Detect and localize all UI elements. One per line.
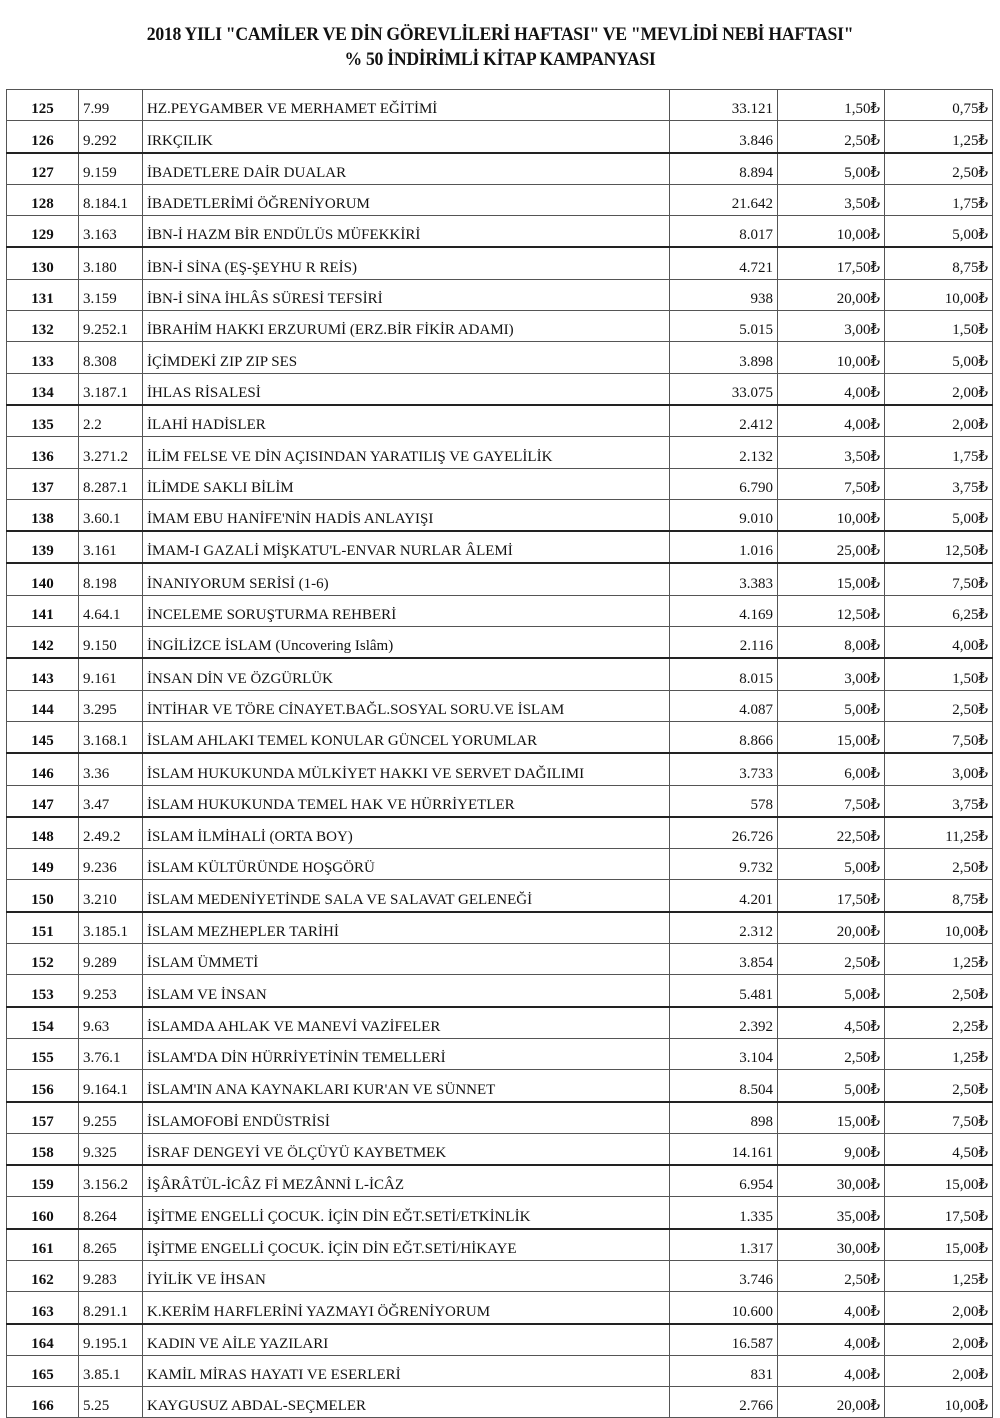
discounted-price: 4,00₺ [885, 627, 993, 659]
list-price: 25,00₺ [778, 531, 885, 563]
list-price: 3,00₺ [778, 658, 885, 690]
row-number: 159 [7, 1165, 79, 1197]
list-price: 10,00₺ [778, 499, 885, 531]
book-title: KAMİL MİRAS HAYATI VE ESERLERİ [143, 1355, 670, 1386]
title-line-1: 2018 YILI "CAMİLER VE DİN GÖREVLİLERİ HAFTASI" VE "MEVLİDİ NEBİ HAFTASI" [146, 24, 854, 45]
stock-count: 6.790 [670, 468, 778, 499]
row-number: 133 [7, 342, 79, 373]
table-row [7, 1007, 993, 1039]
stock-count: 578 [670, 785, 778, 817]
row-number: 151 [7, 912, 79, 944]
stock-count: 3.854 [670, 944, 778, 975]
list-price: 10,00₺ [778, 342, 885, 373]
table-row [7, 849, 993, 880]
book-code: 8.308 [79, 342, 143, 373]
stock-count: 1.016 [670, 531, 778, 563]
discounted-price: 2,00₺ [885, 373, 993, 405]
discounted-price: 2,50₺ [885, 690, 993, 721]
row-number: 148 [7, 817, 79, 849]
row-number: 132 [7, 311, 79, 342]
discounted-price: 15,00₺ [885, 1165, 993, 1197]
book-code: 9.195.1 [79, 1324, 143, 1356]
table-row [7, 499, 993, 531]
book-code: 9.289 [79, 944, 143, 975]
list-price: 8,00₺ [778, 627, 885, 659]
row-number: 136 [7, 437, 79, 468]
book-title: İSLAM KÜLTÜRÜNDE HOŞGÖRÜ [143, 849, 670, 880]
table-row [7, 373, 993, 405]
stock-count: 3.898 [670, 342, 778, 373]
table-row [7, 563, 993, 595]
book-title: İMAM-I GAZALİ MİŞKATU'L-ENVAR NURLAR ÂLEMİ [143, 531, 670, 563]
table-row [7, 627, 993, 659]
stock-count: 3.733 [670, 753, 778, 785]
book-code: 3.47 [79, 785, 143, 817]
row-number: 146 [7, 753, 79, 785]
list-price: 5,00₺ [778, 153, 885, 185]
stock-count: 1.317 [670, 1229, 778, 1261]
book-title: HZ.PEYGAMBER VE MERHAMET EĞİTİMİ [143, 90, 670, 121]
stock-count: 938 [670, 279, 778, 310]
book-code: 5.25 [79, 1387, 143, 1418]
book-code: 3.161 [79, 531, 143, 563]
discounted-price: 15,00₺ [885, 1229, 993, 1261]
table-row [7, 721, 993, 753]
stock-count: 2.392 [670, 1007, 778, 1039]
book-code: 2.49.2 [79, 817, 143, 849]
table-row [7, 1070, 993, 1102]
discounted-price: 2,50₺ [885, 849, 993, 880]
stock-count: 3.746 [670, 1260, 778, 1291]
list-price: 15,00₺ [778, 721, 885, 753]
book-code: 9.161 [79, 658, 143, 690]
stock-count: 4.721 [670, 247, 778, 279]
discounted-price: 6,25₺ [885, 595, 993, 626]
table-row [7, 1260, 993, 1291]
table-row [7, 1355, 993, 1386]
discounted-price: 1,75₺ [885, 184, 993, 215]
list-price: 30,00₺ [778, 1229, 885, 1261]
row-number: 130 [7, 247, 79, 279]
book-code: 3.295 [79, 690, 143, 721]
book-code: 9.283 [79, 1260, 143, 1291]
book-title: İSLAM AHLAKI TEMEL KONULAR GÜNCEL YORUMLAR [143, 721, 670, 753]
row-number: 134 [7, 373, 79, 405]
discounted-price: 1,25₺ [885, 944, 993, 975]
table-row [7, 1133, 993, 1165]
table-row [7, 690, 993, 721]
discounted-price: 2,00₺ [885, 405, 993, 437]
stock-count: 3.846 [670, 121, 778, 153]
list-price: 9,00₺ [778, 1133, 885, 1165]
discounted-price: 2,50₺ [885, 975, 993, 1007]
stock-count: 8.894 [670, 153, 778, 185]
discounted-price: 2,00₺ [885, 1324, 993, 1356]
table-row [7, 785, 993, 817]
book-code: 8.265 [79, 1229, 143, 1261]
book-title: İLAHİ HADİSLER [143, 405, 670, 437]
discounted-price: 7,50₺ [885, 563, 993, 595]
book-title: İSLAM HUKUKUNDA MÜLKİYET HAKKI VE SERVET DAĞILIMI [143, 753, 670, 785]
stock-count: 21.642 [670, 184, 778, 215]
book-code: 8.198 [79, 563, 143, 595]
book-title: İBADETLERE DAİR DUALAR [143, 153, 670, 185]
book-title: İSLAM MEDENİYETİNDE SALA VE SALAVAT GELENEĞİ [143, 880, 670, 912]
discounted-price: 5,00₺ [885, 216, 993, 248]
book-code: 9.164.1 [79, 1070, 143, 1102]
list-price: 4,50₺ [778, 1007, 885, 1039]
book-list-table [6, 89, 993, 1418]
row-number: 161 [7, 1229, 79, 1261]
row-number: 131 [7, 279, 79, 310]
book-title: İSLAM'DA DİN HÜRRİYETİNİN TEMELLERİ [143, 1038, 670, 1069]
discounted-price: 8,75₺ [885, 247, 993, 279]
list-price: 3,50₺ [778, 184, 885, 215]
row-number: 126 [7, 121, 79, 153]
list-price: 15,00₺ [778, 1102, 885, 1134]
list-price: 5,00₺ [778, 690, 885, 721]
stock-count: 2.412 [670, 405, 778, 437]
list-price: 1,50₺ [778, 90, 885, 121]
list-price: 20,00₺ [778, 1387, 885, 1418]
stock-count: 4.201 [670, 880, 778, 912]
row-number: 153 [7, 975, 79, 1007]
book-code: 2.2 [79, 405, 143, 437]
list-price: 7,50₺ [778, 785, 885, 817]
book-code: 9.325 [79, 1133, 143, 1165]
stock-count: 2.116 [670, 627, 778, 659]
list-price: 12,50₺ [778, 595, 885, 626]
book-code: 4.64.1 [79, 595, 143, 626]
stock-count: 6.954 [670, 1165, 778, 1197]
row-number: 149 [7, 849, 79, 880]
book-title: İSLAMDA AHLAK VE MANEVİ VAZİFELER [143, 1007, 670, 1039]
book-title: İBN-İ HAZM BİR ENDÜLÜS MÜFEKKİRİ [143, 216, 670, 248]
table-row [7, 753, 993, 785]
book-title: İSLAM MEZHEPLER TARİHİ [143, 912, 670, 944]
table-row [7, 1324, 993, 1356]
row-number: 137 [7, 468, 79, 499]
book-title: İNCELEME SORUŞTURMA REHBERİ [143, 595, 670, 626]
stock-count: 5.015 [670, 311, 778, 342]
list-price: 4,00₺ [778, 1355, 885, 1386]
book-title: İŞÂRÂTÜL-İCÂZ Fİ MEZÂNNİ L-İCÂZ [143, 1165, 670, 1197]
discounted-price: 7,50₺ [885, 721, 993, 753]
title-line-2: % 50 İNDİRİMLİ KİTAP KAMPANYASI [344, 49, 656, 70]
row-number: 154 [7, 1007, 79, 1039]
stock-count: 2.766 [670, 1387, 778, 1418]
discounted-price: 1,50₺ [885, 658, 993, 690]
list-price: 17,50₺ [778, 247, 885, 279]
book-code: 8.287.1 [79, 468, 143, 499]
book-code: 3.271.2 [79, 437, 143, 468]
table-row [7, 944, 993, 975]
table-row [7, 342, 993, 373]
book-title: İLİMDE SAKLI BİLİM [143, 468, 670, 499]
discounted-price: 10,00₺ [885, 1387, 993, 1418]
row-number: 139 [7, 531, 79, 563]
discounted-price: 5,00₺ [885, 342, 993, 373]
list-price: 5,00₺ [778, 1070, 885, 1102]
table-row [7, 1387, 993, 1418]
stock-count: 33.121 [670, 90, 778, 121]
book-code: 3.168.1 [79, 721, 143, 753]
row-number: 157 [7, 1102, 79, 1134]
discounted-price: 2,25₺ [885, 1007, 993, 1039]
book-title: İSLAM VE İNSAN [143, 975, 670, 1007]
book-code: 3.185.1 [79, 912, 143, 944]
book-code: 9.159 [79, 153, 143, 185]
stock-count: 4.087 [670, 690, 778, 721]
list-price: 22,50₺ [778, 817, 885, 849]
book-code: 3.180 [79, 247, 143, 279]
table-row [7, 1197, 993, 1229]
table-row [7, 1292, 993, 1324]
discounted-price: 2,50₺ [885, 153, 993, 185]
discounted-price: 17,50₺ [885, 1197, 993, 1229]
table-row [7, 1102, 993, 1134]
book-code: 9.255 [79, 1102, 143, 1134]
book-title: İLİM FELSE VE DİN AÇISINDAN YARATILIŞ VE GAYELİLİK [143, 437, 670, 468]
stock-count: 33.075 [670, 373, 778, 405]
book-title: İBADETLERİMİ ÖĞRENİYORUM [143, 184, 670, 215]
stock-count: 8.017 [670, 216, 778, 248]
discounted-price: 2,00₺ [885, 1355, 993, 1386]
list-price: 4,00₺ [778, 373, 885, 405]
book-code: 9.292 [79, 121, 143, 153]
book-code: 3.210 [79, 880, 143, 912]
book-code: 8.291.1 [79, 1292, 143, 1324]
row-number: 150 [7, 880, 79, 912]
table-row [7, 247, 993, 279]
row-number: 142 [7, 627, 79, 659]
book-title: İSLAM ÜMMETİ [143, 944, 670, 975]
discounted-price: 1,25₺ [885, 1038, 993, 1069]
discounted-price: 2,00₺ [885, 1292, 993, 1324]
list-price: 20,00₺ [778, 279, 885, 310]
stock-count: 10.600 [670, 1292, 778, 1324]
book-title: KAYGUSUZ ABDAL-SEÇMELER [143, 1387, 670, 1418]
row-number: 164 [7, 1324, 79, 1356]
list-price: 20,00₺ [778, 912, 885, 944]
stock-count: 9.732 [670, 849, 778, 880]
table-row [7, 468, 993, 499]
row-number: 140 [7, 563, 79, 595]
discounted-price: 4,50₺ [885, 1133, 993, 1165]
discounted-price: 1,75₺ [885, 437, 993, 468]
book-title: İSRAF DENGEYİ VE ÖLÇÜYÜ KAYBETMEK [143, 1133, 670, 1165]
book-title: KADIN VE AİLE YAZILARI [143, 1324, 670, 1356]
discounted-price: 1,25₺ [885, 1260, 993, 1291]
book-title: İÇİMDEKİ ZIP ZIP SES [143, 342, 670, 373]
list-price: 4,00₺ [778, 405, 885, 437]
book-code: 9.253 [79, 975, 143, 1007]
book-code: 3.85.1 [79, 1355, 143, 1386]
book-title: İBN-İ SİNA (EŞ-ŞEYHU R REİS) [143, 247, 670, 279]
stock-count: 9.010 [670, 499, 778, 531]
row-number: 143 [7, 658, 79, 690]
stock-count: 14.161 [670, 1133, 778, 1165]
list-price: 15,00₺ [778, 563, 885, 595]
discounted-price: 10,00₺ [885, 279, 993, 310]
row-number: 156 [7, 1070, 79, 1102]
book-code: 3.36 [79, 753, 143, 785]
book-title: İNGİLİZCE İSLAM (Uncovering Islâm) [143, 627, 670, 659]
book-title: İNTİHAR VE TÖRE CİNAYET.BAĞL.SOSYAL SORU.VE İSLAM [143, 690, 670, 721]
book-code: 9.150 [79, 627, 143, 659]
discounted-price: 2,50₺ [885, 1070, 993, 1102]
discounted-price: 3,75₺ [885, 785, 993, 817]
list-price: 17,50₺ [778, 880, 885, 912]
book-code: 3.156.2 [79, 1165, 143, 1197]
book-title: İYİLİK VE İHSAN [143, 1260, 670, 1291]
list-price: 6,00₺ [778, 753, 885, 785]
stock-count: 3.104 [670, 1038, 778, 1069]
table-row [7, 658, 993, 690]
book-title: İSLAMOFOBİ ENDÜSTRİSİ [143, 1102, 670, 1134]
stock-count: 4.169 [670, 595, 778, 626]
book-code: 3.159 [79, 279, 143, 310]
document-title [35, 22, 965, 72]
book-code: 9.236 [79, 849, 143, 880]
discounted-price: 1,25₺ [885, 121, 993, 153]
row-number: 165 [7, 1355, 79, 1386]
book-title: İŞİTME ENGELLİ ÇOCUK. İÇİN DİN EĞT.SETİ/ETKİNLİK [143, 1197, 670, 1229]
book-code: 9.63 [79, 1007, 143, 1039]
discounted-price: 5,00₺ [885, 499, 993, 531]
stock-count: 8.866 [670, 721, 778, 753]
table-row [7, 531, 993, 563]
book-code: 9.252.1 [79, 311, 143, 342]
row-number: 135 [7, 405, 79, 437]
discounted-price: 3,75₺ [885, 468, 993, 499]
list-price: 5,00₺ [778, 849, 885, 880]
list-price: 4,00₺ [778, 1292, 885, 1324]
stock-count: 1.335 [670, 1197, 778, 1229]
row-number: 160 [7, 1197, 79, 1229]
book-title: K.KERİM HARFLERİNİ YAZMAYI ÖĞRENİYORUM [143, 1292, 670, 1324]
row-number: 162 [7, 1260, 79, 1291]
row-number: 163 [7, 1292, 79, 1324]
book-list-body [7, 90, 993, 1418]
table-row [7, 311, 993, 342]
list-price: 2,50₺ [778, 121, 885, 153]
list-price: 7,50₺ [778, 468, 885, 499]
list-price: 10,00₺ [778, 216, 885, 248]
table-row [7, 1229, 993, 1261]
table-row [7, 184, 993, 215]
book-code: 3.163 [79, 216, 143, 248]
book-code: 7.99 [79, 90, 143, 121]
table-row [7, 1038, 993, 1069]
stock-count: 26.726 [670, 817, 778, 849]
table-row [7, 595, 993, 626]
discounted-price: 10,00₺ [885, 912, 993, 944]
row-number: 125 [7, 90, 79, 121]
row-number: 141 [7, 595, 79, 626]
row-number: 155 [7, 1038, 79, 1069]
book-title: İNANIYORUM SERİSİ (1-6) [143, 563, 670, 595]
table-row [7, 880, 993, 912]
list-price: 5,00₺ [778, 975, 885, 1007]
table-row [7, 817, 993, 849]
stock-count: 831 [670, 1355, 778, 1386]
table-row [7, 405, 993, 437]
book-title: İSLAM İLMİHALİ (ORTA BOY) [143, 817, 670, 849]
row-number: 158 [7, 1133, 79, 1165]
discounted-price: 1,50₺ [885, 311, 993, 342]
table-row [7, 1165, 993, 1197]
book-title: İNSAN DİN VE ÖZGÜRLÜK [143, 658, 670, 690]
stock-count: 898 [670, 1102, 778, 1134]
discounted-price: 12,50₺ [885, 531, 993, 563]
stock-count: 16.587 [670, 1324, 778, 1356]
stock-count: 3.383 [670, 563, 778, 595]
table-row [7, 912, 993, 944]
book-title: İSLAM'IN ANA KAYNAKLARI KUR'AN VE SÜNNET [143, 1070, 670, 1102]
table-row [7, 279, 993, 310]
stock-count: 8.504 [670, 1070, 778, 1102]
list-price: 2,50₺ [778, 1260, 885, 1291]
book-code: 3.187.1 [79, 373, 143, 405]
table-row [7, 90, 993, 121]
row-number: 166 [7, 1387, 79, 1418]
row-number: 138 [7, 499, 79, 531]
book-title: İMAM EBU HANİFE'NİN HADİS ANLAYIŞI [143, 499, 670, 531]
list-price: 2,50₺ [778, 1038, 885, 1069]
discounted-price: 3,00₺ [885, 753, 993, 785]
row-number: 147 [7, 785, 79, 817]
row-number: 145 [7, 721, 79, 753]
list-price: 2,50₺ [778, 944, 885, 975]
list-price: 3,50₺ [778, 437, 885, 468]
discounted-price: 7,50₺ [885, 1102, 993, 1134]
list-price: 30,00₺ [778, 1165, 885, 1197]
book-title: İBN-İ SİNA İHLÂS SÜRESİ TEFSİRİ [143, 279, 670, 310]
discounted-price: 0,75₺ [885, 90, 993, 121]
table-row [7, 437, 993, 468]
stock-count: 8.015 [670, 658, 778, 690]
stock-count: 2.312 [670, 912, 778, 944]
book-title: IRKÇILIK [143, 121, 670, 153]
row-number: 152 [7, 944, 79, 975]
book-code: 3.60.1 [79, 499, 143, 531]
stock-count: 5.481 [670, 975, 778, 1007]
row-number: 144 [7, 690, 79, 721]
row-number: 129 [7, 216, 79, 248]
discounted-price: 11,25₺ [885, 817, 993, 849]
row-number: 127 [7, 153, 79, 185]
stock-count: 2.132 [670, 437, 778, 468]
book-title: İBRAHİM HAKKI ERZURUMİ (ERZ.BİR FİKİR ADAMI) [143, 311, 670, 342]
book-title: İŞİTME ENGELLİ ÇOCUK. İÇİN DİN EĞT.SETİ/HİKAYE [143, 1229, 670, 1261]
row-number: 128 [7, 184, 79, 215]
list-price: 35,00₺ [778, 1197, 885, 1229]
table-row [7, 121, 993, 153]
discounted-price: 8,75₺ [885, 880, 993, 912]
table-row [7, 216, 993, 248]
list-price: 4,00₺ [778, 1324, 885, 1356]
book-code: 3.76.1 [79, 1038, 143, 1069]
table-row [7, 153, 993, 185]
book-title: İSLAM HUKUKUNDA TEMEL HAK VE HÜRRİYETLER [143, 785, 670, 817]
list-price: 3,00₺ [778, 311, 885, 342]
table-row [7, 975, 993, 1007]
book-title: İHLAS RİSALESİ [143, 373, 670, 405]
book-code: 8.184.1 [79, 184, 143, 215]
book-code: 8.264 [79, 1197, 143, 1229]
